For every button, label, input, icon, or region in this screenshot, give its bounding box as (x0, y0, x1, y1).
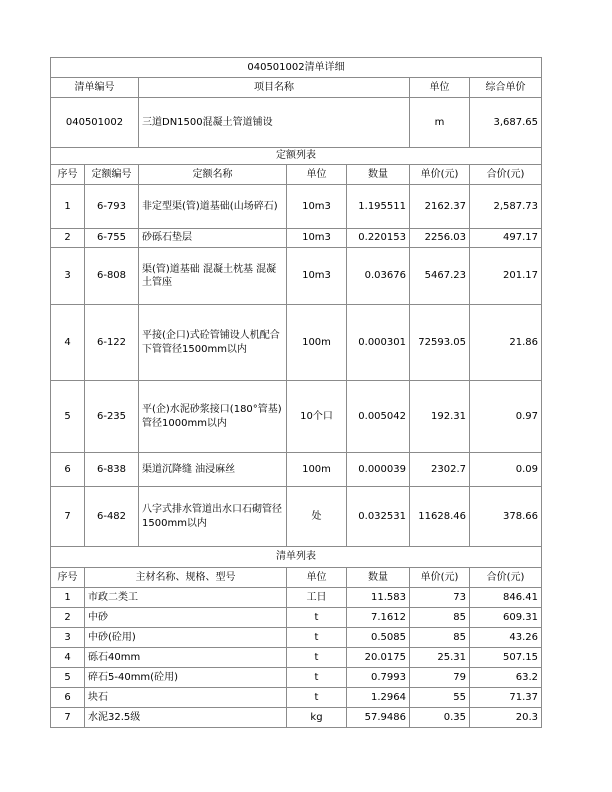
quota-cell-unit: 10m3 (287, 185, 347, 229)
materials-cell-total: 71.37 (470, 688, 542, 708)
quota-cell-price: 2302.7 (410, 453, 470, 487)
materials-cell-total: 846.41 (470, 588, 542, 608)
materials-cell-unit: t (287, 648, 347, 668)
quota-cell-total: 2,587.73 (470, 185, 542, 229)
materials-cell-total: 507.15 (470, 648, 542, 668)
cost-detail-table (50, 57, 542, 728)
quota-cell-unit: 10m3 (287, 229, 347, 248)
materials-cell-seq: 1 (51, 588, 85, 608)
quota-cell-total: 21.86 (470, 305, 542, 381)
quota-header-unit: 单位 (287, 165, 347, 185)
materials-header-name: 主材名称、规格、型号 (85, 568, 287, 588)
quota-cell-qty: 0.220153 (347, 229, 410, 248)
section-title-materials: 清单列表 (51, 547, 542, 568)
materials-cell-price: 73 (410, 588, 470, 608)
materials-cell-qty: 7.1612 (347, 608, 410, 628)
summary-cell-price: 3,687.65 (470, 98, 542, 148)
materials-header-total: 合价(元) (470, 568, 542, 588)
quota-cell-unit: 10m3 (287, 248, 347, 305)
materials-cell-seq: 7 (51, 708, 85, 728)
materials-cell-price: 55 (410, 688, 470, 708)
materials-header-qty: 数量 (347, 568, 410, 588)
quota-cell-seq: 1 (51, 185, 85, 229)
quota-cell-price: 2256.03 (410, 229, 470, 248)
quota-cell-total: 0.09 (470, 453, 542, 487)
quota-cell-total: 201.17 (470, 248, 542, 305)
materials-cell-qty: 0.7993 (347, 668, 410, 688)
materials-cell-seq: 4 (51, 648, 85, 668)
summary-header-unit: 单位 (410, 78, 470, 98)
materials-cell-seq: 3 (51, 628, 85, 648)
quota-cell-seq: 6 (51, 453, 85, 487)
materials-cell-price: 85 (410, 628, 470, 648)
quota-cell-unit: 100m (287, 453, 347, 487)
materials-header-seq: 序号 (51, 568, 85, 588)
quota-cell-code: 6-755 (85, 229, 139, 248)
quota-cell-code: 6-838 (85, 453, 139, 487)
materials-cell-total: 609.31 (470, 608, 542, 628)
materials-cell-name: 碎石5-40mm(砼用) (85, 668, 287, 688)
quota-cell-qty: 0.03676 (347, 248, 410, 305)
quota-cell-name: 砂砾石垫层 (139, 229, 287, 248)
section-title-quota: 定额列表 (51, 148, 542, 165)
materials-cell-name: 中砂(砼用) (85, 628, 287, 648)
materials-cell-qty: 0.5085 (347, 628, 410, 648)
quota-cell-code: 6-235 (85, 381, 139, 453)
quota-cell-seq: 4 (51, 305, 85, 381)
materials-header-unit: 单位 (287, 568, 347, 588)
materials-cell-name: 中砂 (85, 608, 287, 628)
materials-cell-name: 块石 (85, 688, 287, 708)
quota-cell-code: 6-793 (85, 185, 139, 229)
quota-cell-seq: 7 (51, 487, 85, 547)
materials-cell-total: 20.3 (470, 708, 542, 728)
quota-cell-total: 497.17 (470, 229, 542, 248)
quota-cell-name: 渠道沉降缝 油浸麻丝 (139, 453, 287, 487)
materials-cell-seq: 5 (51, 668, 85, 688)
materials-cell-name: 水泥32.5级 (85, 708, 287, 728)
materials-cell-qty: 20.0175 (347, 648, 410, 668)
quota-header-code: 定额编号 (85, 165, 139, 185)
quota-cell-qty: 0.032531 (347, 487, 410, 547)
quota-cell-price: 2162.37 (410, 185, 470, 229)
materials-cell-qty: 1.2964 (347, 688, 410, 708)
summary-cell-unit: m (410, 98, 470, 148)
materials-cell-qty: 57.9486 (347, 708, 410, 728)
quota-header-seq: 序号 (51, 165, 85, 185)
quota-header-qty: 数量 (347, 165, 410, 185)
quota-cell-unit: 10个口 (287, 381, 347, 453)
materials-cell-total: 63.2 (470, 668, 542, 688)
summary-cell-code: 040501002 (51, 98, 139, 148)
quota-header-name: 定额名称 (139, 165, 287, 185)
quota-cell-unit: 100m (287, 305, 347, 381)
summary-header-price: 综合单价 (470, 78, 542, 98)
materials-cell-name: 市政二类工 (85, 588, 287, 608)
summary-header-name: 项目名称 (139, 78, 410, 98)
quota-cell-code: 6-122 (85, 305, 139, 381)
quota-header-total: 合价(元) (470, 165, 542, 185)
quota-cell-qty: 0.000301 (347, 305, 410, 381)
quota-cell-name: 平接(企口)式砼管铺设人机配合下管管径1500mm以内 (139, 305, 287, 381)
quota-cell-price: 5467.23 (410, 248, 470, 305)
materials-cell-qty: 11.583 (347, 588, 410, 608)
quota-cell-seq: 2 (51, 229, 85, 248)
table-title: 040501002清单详细 (51, 58, 542, 78)
summary-cell-name: 三道DN1500混凝土管道铺设 (139, 98, 410, 148)
quota-cell-name: 非定型渠(管)道基础(山场碎石) (139, 185, 287, 229)
materials-cell-unit: kg (287, 708, 347, 728)
quota-cell-seq: 3 (51, 248, 85, 305)
materials-header-price: 单价(元) (410, 568, 470, 588)
materials-cell-unit: t (287, 608, 347, 628)
summary-header-code: 清单编号 (51, 78, 139, 98)
quota-cell-price: 192.31 (410, 381, 470, 453)
materials-cell-unit: t (287, 668, 347, 688)
quota-cell-qty: 0.005042 (347, 381, 410, 453)
quota-cell-code: 6-482 (85, 487, 139, 547)
quota-cell-qty: 1.195511 (347, 185, 410, 229)
materials-cell-total: 43.26 (470, 628, 542, 648)
materials-cell-seq: 2 (51, 608, 85, 628)
quota-cell-name: 八字式排水管道出水口石砌管径1500mm以内 (139, 487, 287, 547)
quota-cell-qty: 0.000039 (347, 453, 410, 487)
materials-cell-name: 砾石40mm (85, 648, 287, 668)
materials-cell-unit: t (287, 688, 347, 708)
quota-cell-name: 渠(管)道基础 混凝土枕基 混凝土管座 (139, 248, 287, 305)
quota-cell-price: 11628.46 (410, 487, 470, 547)
materials-cell-seq: 6 (51, 688, 85, 708)
quota-cell-total: 378.66 (470, 487, 542, 547)
quota-header-price: 单价(元) (410, 165, 470, 185)
quota-cell-code: 6-808 (85, 248, 139, 305)
materials-cell-price: 79 (410, 668, 470, 688)
materials-cell-unit: 工日 (287, 588, 347, 608)
quota-cell-name: 平(企)水泥砂浆接口(180°管基)管径1000mm以内 (139, 381, 287, 453)
materials-cell-unit: t (287, 628, 347, 648)
quota-cell-total: 0.97 (470, 381, 542, 453)
materials-cell-price: 85 (410, 608, 470, 628)
materials-cell-price: 0.35 (410, 708, 470, 728)
quota-cell-seq: 5 (51, 381, 85, 453)
materials-cell-price: 25.31 (410, 648, 470, 668)
quota-cell-unit: 处 (287, 487, 347, 547)
quota-cell-price: 72593.05 (410, 305, 470, 381)
